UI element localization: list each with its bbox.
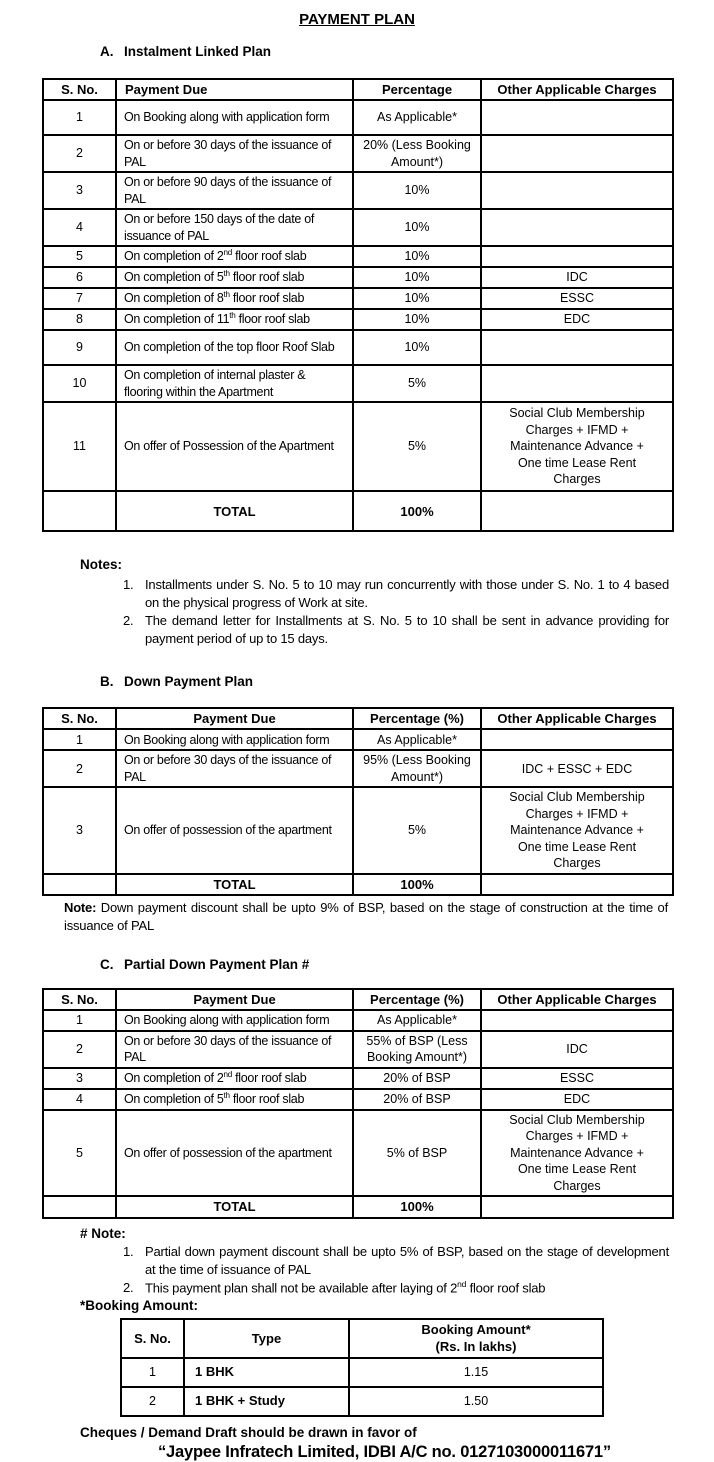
table-row [121, 1358, 603, 1387]
charges-cell [481, 172, 673, 209]
note-number: 2. [123, 1279, 134, 1295]
charges-cell [481, 330, 673, 365]
type-cell: 1 BHK + Study [184, 1387, 349, 1416]
note-number: 2. [123, 613, 134, 629]
table-header-row [43, 989, 673, 1010]
table-row [43, 787, 673, 874]
table-row [43, 288, 673, 309]
payment-due-cell: On completion of 11th floor roof slab [116, 309, 353, 330]
note-number: 1. [123, 1243, 134, 1259]
section-a-label: A. [100, 44, 114, 59]
percentage-cell: 5% [353, 365, 481, 402]
payment-due-cell: On offer of Possession of the Apartment [116, 402, 353, 491]
table-row [43, 330, 673, 365]
percentage-cell: 10% [353, 309, 481, 330]
sno-cell: 1 [43, 729, 116, 750]
percentage-cell: 10% [353, 330, 481, 365]
charges-cell [481, 1010, 673, 1031]
percentage-cell: 20% of BSP [353, 1089, 481, 1110]
page-title: PAYMENT PLAN [299, 11, 415, 28]
total-label-cell: TOTAL [116, 874, 353, 895]
table-row [43, 1068, 673, 1089]
payment-due-cell: On or before 30 days of the issuance of PAL [116, 135, 353, 172]
payment-due-cell: On offer of possession of the apartment [116, 1110, 353, 1197]
column-header-percentage: Percentage (%) [353, 989, 481, 1010]
table-row [43, 135, 673, 172]
section-a-title: Instalment Linked Plan [124, 44, 272, 59]
percentage-cell: 10% [353, 172, 481, 209]
charges-cell: IDC [481, 1031, 673, 1068]
sno-cell: 2 [43, 750, 116, 787]
sno-cell: 2 [43, 135, 116, 172]
down-payment-table [42, 707, 674, 896]
section-b-title: Down Payment Plan [124, 674, 254, 690]
sno-cell: 6 [43, 267, 116, 288]
cheque-instruction: Cheques / Demand Draft should be drawn in favor of [80, 1424, 417, 1440]
note-item [123, 612, 669, 648]
sno-cell: 4 [43, 1089, 116, 1110]
charges-cell: Social Club Membership Charges + IFMD + Maintenance Advance + One time Lease Rent Charges [481, 402, 673, 491]
total-label-cell: TOTAL [116, 1196, 353, 1217]
percentage-cell: 20% (Less Booking Amount*) [353, 135, 481, 172]
charges-cell: Social Club Membership Charges + IFMD + Maintenance Advance + One time Lease Rent Charges [481, 787, 673, 874]
total-row [43, 491, 673, 531]
table-header-row [43, 708, 673, 729]
table-row [43, 209, 673, 246]
column-header-percentage: Percentage (%) [353, 708, 481, 729]
table-row [43, 172, 673, 209]
amount-cell: 1.15 [349, 1358, 603, 1387]
partial-down-payment-table [42, 988, 674, 1219]
booking-amount-table [120, 1318, 604, 1416]
percentage-cell: 10% [353, 288, 481, 309]
total-value-cell: 100% [353, 491, 481, 531]
note-text: Down payment discount shall be upto 9% of BSP, based on the stage of construction at the time of issuance of PAL [64, 899, 668, 933]
charges-cell: ESSC [481, 1068, 673, 1089]
charges-cell: EDC [481, 1089, 673, 1110]
amount-cell: 1.50 [349, 1387, 603, 1416]
charges-cell [481, 246, 673, 267]
section-b-heading [100, 674, 714, 689]
column-header-charges: Other Applicable Charges [481, 79, 673, 100]
table-row [43, 1010, 673, 1031]
sno-cell [43, 874, 116, 895]
column-header-charges: Other Applicable Charges [481, 708, 673, 729]
payment-due-cell: On completion of 2nd floor roof slab [116, 1068, 353, 1089]
charges-cell: ESSC [481, 288, 673, 309]
table-row [43, 365, 673, 402]
sno-cell: 1 [121, 1358, 184, 1387]
percentage-cell: 10% [353, 246, 481, 267]
percentage-cell: 95% (Less Booking Amount*) [353, 750, 481, 787]
column-header-payment-due: Payment Due [116, 708, 353, 729]
note-item [123, 1279, 669, 1297]
total-label-cell: TOTAL [116, 491, 353, 531]
payment-due-cell: On Booking along with application form [116, 729, 353, 750]
sno-cell: 1 [43, 100, 116, 135]
charges-cell [481, 135, 673, 172]
table-header-row [121, 1319, 603, 1357]
percentage-cell: 20% of BSP [353, 1068, 481, 1089]
total-value-cell: 100% [353, 874, 481, 895]
percentage-cell: 5% of BSP [353, 1110, 481, 1197]
payment-due-cell: On or before 30 days of the issuance of PAL [116, 1031, 353, 1068]
sno-cell: 8 [43, 309, 116, 330]
table-row [43, 402, 673, 491]
notes-list-a [123, 576, 669, 648]
charges-cell: Social Club Membership Charges + IFMD + Maintenance Advance + One time Lease Rent Charges [481, 1110, 673, 1197]
payee-account-line: “Jaypee Infratech Limited, IDBI A/C no. 0127103000011671” [158, 1442, 611, 1461]
payment-due-cell: On completion of internal plaster & flooring within the Apartment [116, 365, 353, 402]
column-header-booking-amount [349, 1319, 603, 1357]
percentage-cell: 5% [353, 787, 481, 874]
percentage-cell: 10% [353, 267, 481, 288]
sno-cell [43, 491, 116, 531]
booking-amount-heading: *Booking Amount: [80, 1297, 198, 1313]
booking-amount-header-line2: (Rs. In lakhs) [435, 1339, 517, 1355]
section-b-label: B. [100, 674, 114, 690]
sno-cell: 5 [43, 246, 116, 267]
sno-cell: 4 [43, 209, 116, 246]
payment-due-cell: On completion of 5th floor roof slab [116, 1089, 353, 1110]
table-row [43, 246, 673, 267]
table-header-row [43, 79, 673, 100]
table-row [43, 100, 673, 135]
percentage-cell: As Applicable* [353, 1010, 481, 1031]
table-row [43, 267, 673, 288]
column-header-sno: S. No. [43, 79, 116, 100]
note-text: Partial down payment discount shall be upto 5% of BSP, based on the stage of development at the time of issuance of PAL [145, 1243, 669, 1277]
payment-due-cell: On Booking along with application form [116, 1010, 353, 1031]
payment-due-cell: On completion of 2nd floor roof slab [116, 246, 353, 267]
note-text: This payment plan shall not be available after laying of 2nd floor roof slab [145, 1278, 546, 1296]
note-text: The demand letter for Installments at S. No. 5 to 10 shall be sent in advance providing for payment period of up to 15 days. [145, 613, 669, 647]
sno-cell: 3 [43, 172, 116, 209]
column-header-payment-due: Payment Due [116, 989, 353, 1010]
table-row [43, 1110, 673, 1197]
total-row [43, 874, 673, 895]
payment-due-cell: On or before 150 days of the date of issuance of PAL [116, 209, 353, 246]
note-number: 1. [123, 577, 134, 593]
charges-cell [481, 100, 673, 135]
sno-cell: 10 [43, 365, 116, 402]
section-c-label: C. [100, 956, 114, 972]
percentage-cell: 5% [353, 402, 481, 491]
hash-note-heading: # Note: [80, 1225, 126, 1241]
sno-cell: 1 [43, 1010, 116, 1031]
section-c-title: Partial Down Payment Plan # [124, 956, 310, 972]
section-a-heading [100, 44, 714, 59]
charges-cell: IDC [481, 267, 673, 288]
sno-cell [43, 1196, 116, 1217]
column-header-sno: S. No. [43, 708, 116, 729]
column-header-type: Type [184, 1319, 349, 1357]
sno-cell: 5 [43, 1110, 116, 1197]
payment-due-cell: On or before 30 days of the issuance of PAL [116, 750, 353, 787]
payment-due-cell: On offer of possession of the apartment [116, 787, 353, 874]
table-row [43, 729, 673, 750]
section-c-heading [100, 957, 714, 972]
down-payment-note [64, 899, 668, 935]
note-item [123, 576, 669, 612]
note-item [123, 1243, 669, 1279]
column-header-charges: Other Applicable Charges [481, 989, 673, 1010]
notes-list-c [123, 1243, 669, 1297]
payment-due-cell: On Booking along with application form [116, 100, 353, 135]
percentage-cell: 10% [353, 209, 481, 246]
column-header-sno: S. No. [43, 989, 116, 1010]
charges-cell [481, 365, 673, 402]
charges-cell [481, 209, 673, 246]
table-row [43, 1031, 673, 1068]
total-row [43, 1196, 673, 1217]
booking-amount-header-line1: Booking Amount* [421, 1322, 531, 1338]
note-text: Installments under S. No. 5 to 10 may run concurrently with those under S. No. 1 to 4 based on the physical progress of Work at site. [145, 577, 669, 611]
charges-cell [481, 491, 673, 531]
percentage-cell: As Applicable* [353, 729, 481, 750]
notes-heading: Notes: [80, 557, 123, 573]
payment-due-cell: On or before 90 days of the issuance of PAL [116, 172, 353, 209]
total-value-cell: 100% [353, 1196, 481, 1217]
percentage-cell: 55% of BSP (Less Booking Amount*) [353, 1031, 481, 1068]
sno-cell: 2 [43, 1031, 116, 1068]
type-cell: 1 BHK [184, 1358, 349, 1387]
charges-cell [481, 874, 673, 895]
payment-due-cell: On completion of 8th floor roof slab [116, 288, 353, 309]
column-header-percentage: Percentage [353, 79, 481, 100]
percentage-cell: As Applicable* [353, 100, 481, 135]
sno-cell: 11 [43, 402, 116, 491]
charges-cell [481, 729, 673, 750]
charges-cell [481, 1196, 673, 1217]
sno-cell: 2 [121, 1387, 184, 1416]
table-row [43, 309, 673, 330]
sno-cell: 7 [43, 288, 116, 309]
table-row [43, 1089, 673, 1110]
instalment-plan-table [42, 78, 674, 532]
charges-cell: EDC [481, 309, 673, 330]
table-row [43, 750, 673, 787]
payment-due-cell: On completion of 5th floor roof slab [116, 267, 353, 288]
table-row [121, 1387, 603, 1416]
note-label: Note: [64, 899, 97, 915]
sno-cell: 3 [43, 1068, 116, 1089]
column-header-sno: S. No. [121, 1319, 184, 1357]
column-header-payment-due: Payment Due [116, 79, 353, 100]
payment-due-cell: On completion of the top floor Roof Slab [116, 330, 353, 365]
sno-cell: 9 [43, 330, 116, 365]
sno-cell: 3 [43, 787, 116, 874]
charges-cell: IDC + ESSC + EDC [481, 750, 673, 787]
